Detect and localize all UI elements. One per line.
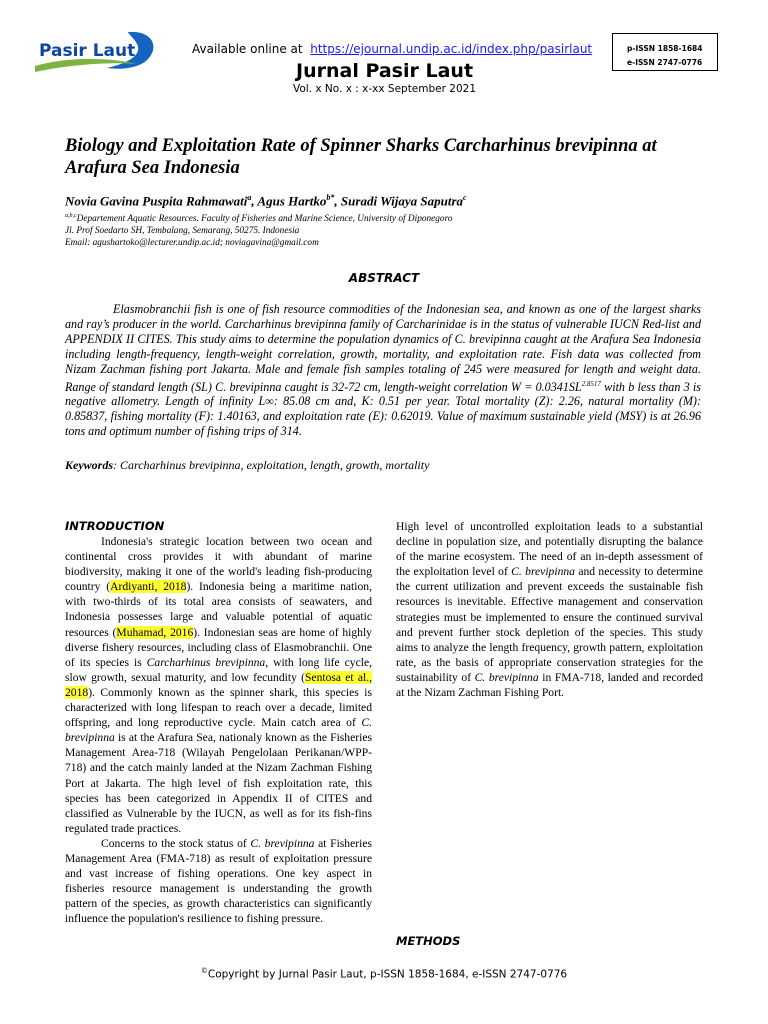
copyright-symbol: © [200, 967, 208, 975]
author-sup: c [463, 193, 467, 202]
text-run: and necessity to determine the current utilization and prevent exceeds the sustainable fish resources is inevitable. Effective management and conservation strategies must be implemented to ensure the continued survival and prevent further stock depletion of the species. This study aims to analyze the length frequency, growth pattern, exploitation rate, as the basis of appropriate conservation strategies for the sustainability of [396, 565, 704, 684]
keywords-line [65, 458, 429, 473]
keywords-text: : Carcharhinus brevipinna, exploitation, length, growth, mortality [113, 458, 430, 472]
issn-box [612, 33, 718, 71]
address: Jl. Prof Soedarto SH, Tembalang, Semarang, 50275. Indonesia [65, 226, 300, 237]
text-run: in FMA-718, landed and recorded at the Nizam Zachman Fishing Port. [396, 670, 703, 700]
text-run: High level of uncontrolled exploitation leads to a substantial decline in population size, and potentially disrupting the balance of the marine ecosystem. The need of an in-depth assessment of the exploitation level of [396, 520, 703, 579]
left-column [65, 534, 372, 926]
author-sup: a [247, 193, 252, 202]
abstract-part: with b less than 3 is negative allometry. Length of infinity L∞: 85.08 cm and, K: 0.51 per year. Total mortality (Z): 2.26, natural mortality (M): 0.85837, fishing mortality (F): 1.40163, and exploitation rate (E): 0.62019. Value of maximum sustainable yield (MSY) is at 26.96 tons and optimum number of fishing trips of 314. [65, 379, 701, 439]
text-run: ). Commonly known as the spinner shark, this species is characterized with long lifespan to reach over a decade, limited offspring, and long reproductive cycle. Main catch area of [65, 685, 372, 730]
species-name: C. brevipinna [474, 670, 539, 684]
affiliation-block [65, 210, 705, 249]
text-run: Concerns to the stock status of [101, 836, 251, 850]
intro-paragraph-2 [65, 836, 372, 927]
journal-title: Jurnal Pasir Laut [296, 60, 474, 82]
intro-paragraph-3 [396, 519, 703, 700]
intro-paragraph-1 [65, 534, 372, 836]
abstract-part: Elasmobranchii fish is one of fish resource commodities of the Indonesian sea, and known as one of the largest sharks and ray’s producer in the world. Carcharhinus brevipinna family of Carcharinidae is in the status of vulnerable IUCN Red-list and APPENDIX II CITES. This study aims to determine the population dynamics of C. brevipinna caught at the Arafura Sea Indonesia including length-frequency, length-weight correlation, growth, mortality, and exploitation rate. Fish data was collected from Nizam Zachman fishing port Jakarta. Male and female fish samples totaling of 245 were measured for length and weight data. Range of standard length (SL) C. brevipinna caught is 32-72 cm, length-weight correlation W = 0.0341SL [65, 302, 701, 394]
text-run: , with long life cycle, slow growth, sexual maturity, and low fecundity ( [65, 655, 372, 684]
text-run: Indonesia's strategic location between two ocean and continental cross provides it with abundant of marine biodiversity, making it one of the world's leading fish-producing country ( [65, 535, 372, 594]
introduction-heading: INTRODUCTION [65, 519, 165, 533]
author-list: Novia Gavina Puspita Rahmawati$^a$, Agus Hartko$^{b*}$, Suradi Wijaya Saputra$^c$ [65, 193, 467, 209]
methods-heading: METHODS [396, 934, 461, 948]
affiliation: Departement Aquatic Resources. Faculty of Fisheries and Marine Science, University of Diponegoro [76, 214, 453, 225]
species-name: C. brevipinna [65, 716, 372, 745]
journal-url-link[interactable]: https://ejournal.undip.ac.id/index.php/pasirlaut [310, 42, 593, 56]
email: Email: agushartoko@lecturer.undip.ac.id; noviagavina@gmail.com [65, 238, 319, 249]
author-name: Agus Hartko [257, 193, 327, 209]
affiliation-sup: a,b,c [65, 213, 77, 219]
footer-text: Copyright by Jurnal Pasir Laut, p-ISSN 1858-1684, e-ISSN 2747-0776 [207, 968, 568, 981]
availability-line [192, 42, 592, 56]
abstract-heading: ABSTRACT [348, 271, 420, 285]
e-issn: e-ISSN 2747-0776 [627, 58, 703, 67]
species-name: C. brevipinna [511, 565, 575, 579]
logo-text: Pasir Laut [39, 41, 136, 61]
formula-exponent: 2.8517 [581, 379, 601, 388]
available-prefix: Available online at [192, 42, 303, 56]
species-name: Carcharhinus brevipinna [146, 655, 266, 669]
journal-logo [33, 26, 163, 76]
text-run: at Fisheries Management Area (FMA-718) as result of exploitation pressure and vast increase of fishing operations. One key aspect in fisheries resource management is understanding the growth pattern of the species, as growth characteristics can significantly influence the population's resilience to fishing pressure. [65, 836, 372, 926]
author-name: Novia Gavina Puspita Rahmawati [65, 193, 248, 209]
text-run: is at the Arafura Sea, nationaly known as the Fisheries Management Area-718 (Wilayah Pengelolaan Perikanan/WPP-718) and the catch mainly landed at the Nizam Zachman Fishing Port at Jakarta. The high level of fish exploitation rate, this species has been categorized in Appendix II of CITES and classified as Vulnerable by the IUCN, as well as for its fish-fins regulated trade practices. [65, 731, 372, 835]
article-title: Biology and Exploitation Rate of Spinner Sharks Carcharhinus brevipinna at Arafura Sea Indonesia [65, 136, 657, 178]
copyright-footer [0, 967, 768, 981]
citation-link[interactable]: Ardiyanti, 2018 [110, 580, 187, 594]
right-column [396, 519, 703, 700]
text-run: ). Indonesian seas are home of highly diverse fishery resources, including class of Elasmobranchii. One of its species is [65, 625, 372, 669]
citation-link[interactable]: Muhamad, 2016 [116, 625, 194, 639]
volume-line: Vol. x No. x : x-xx September 2021 [293, 83, 476, 95]
author-sup: b* [326, 193, 335, 202]
citation-link[interactable]: Sentosa et al., 2018 [65, 670, 372, 699]
author-name: Suradi Wijaya Saputra [340, 193, 464, 209]
text-run: ). Indonesia being a maritime nation, with two-thirds of its total area consists of seawaters, and Indonesia possesses large and valuable potential of aquatic resources ( [65, 580, 372, 639]
species-name: C. brevipinna [250, 836, 315, 850]
abstract-text [65, 302, 701, 439]
keywords-label: Keywords [65, 458, 113, 472]
p-issn: p-ISSN 1858-1684 [627, 44, 703, 53]
